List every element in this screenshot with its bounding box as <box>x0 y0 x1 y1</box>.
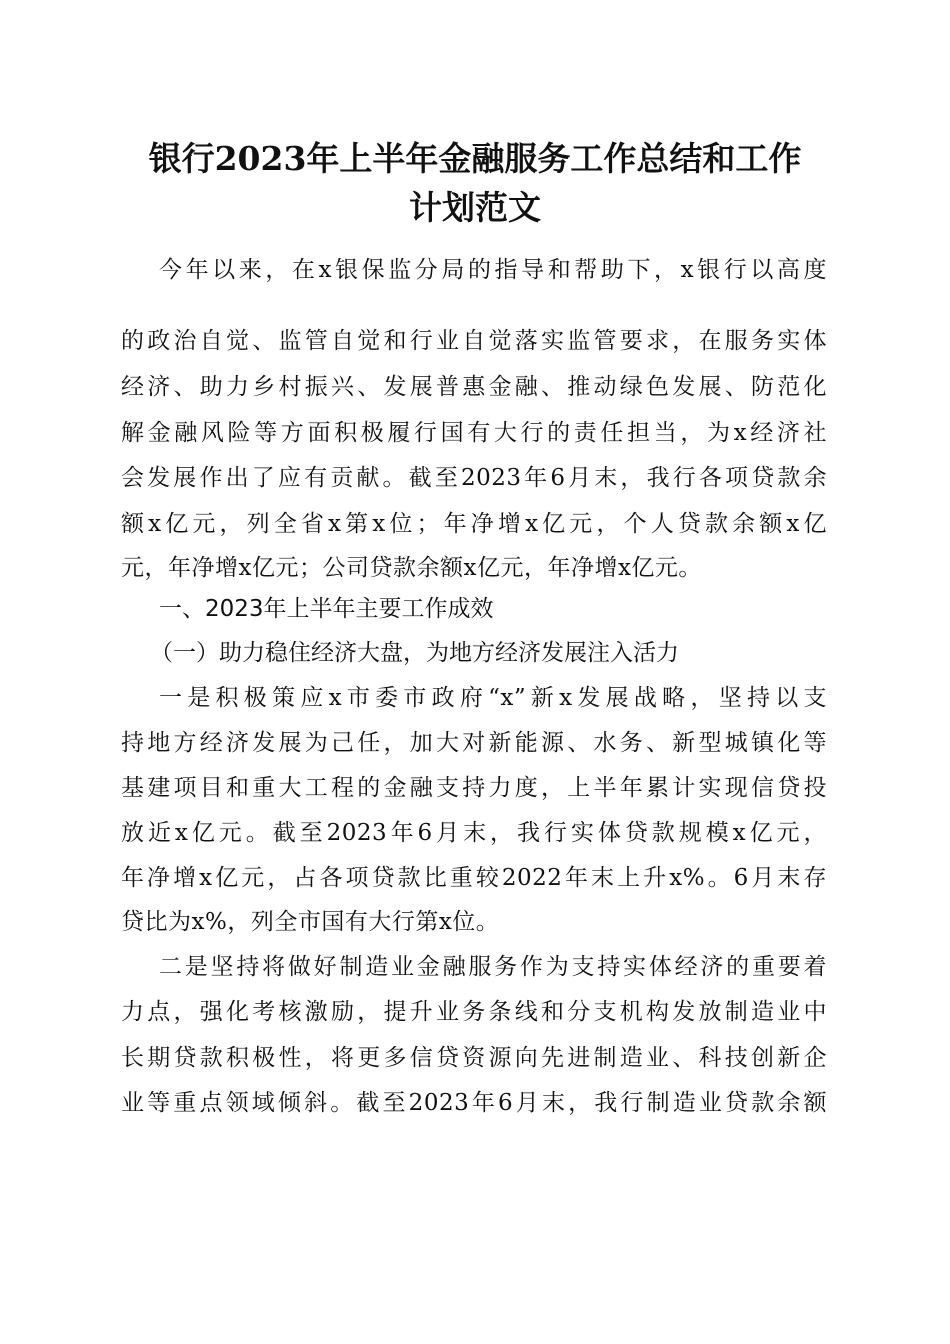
paragraph-2-line: 基建项目和重大工程的金融支持力度，上半年累计实现信贷投 <box>121 775 827 801</box>
paragraph-3-line: 二是坚持将做好制造业金融服务作为支持实体经济的重要着 <box>159 954 827 980</box>
paragraph-3-line: 业等重点领域倾斜。截至2023年6月末，我行制造业贷款余额 <box>121 1090 827 1116</box>
paragraph-2-line: 放近x亿元。截至2023年6月末，我行实体贷款规模x亿元， <box>121 820 827 846</box>
paragraph-2-line: 贷比为x%，列全市国有大行第x位。 <box>121 909 500 935</box>
section-subheading: （一）助力稳住经济大盘，为地方经济发展注入活力 <box>150 640 679 666</box>
section-heading: 一、2023年上半年主要工作成效 <box>159 596 494 622</box>
paragraph-2-line: 一是积极策应x市委市政府“x”新x发展战略，坚持以支 <box>159 685 827 711</box>
paragraph-1-line: 额x亿元，列全省x第x位；年净增x亿元，个人贷款余额x亿 <box>121 511 827 537</box>
document-title-line-1: 银行2023年上半年金融服务工作总结和工作 <box>148 139 802 178</box>
document-title-line-2: 计划范文 <box>409 188 541 227</box>
paragraph-1-line: 元，年净增x亿元；公司贷款余额x亿元，年净增x亿元。 <box>121 555 702 581</box>
paragraph-1-line: 今年以来，在x银保监分局的指导和帮助下，x银行以高度 <box>159 257 827 283</box>
paragraph-3-line: 长期贷款积极性，将更多信贷资源向先进制造业、科技创新企 <box>121 1045 827 1071</box>
paragraph-3-line: 力点，强化考核激励，提升业务条线和分支机构发放制造业中 <box>121 999 827 1025</box>
paragraph-2-line: 年净增x亿元，占各项贷款比重较2022年末上升x%。6月末存 <box>121 865 827 891</box>
paragraph-1-line: 会发展作出了应有贡献。截至2023年6月末，我行各项贷款余 <box>121 465 827 491</box>
paragraph-1-line: 的政治自觉、监管自觉和行业自觉落实监管要求，在服务实体 <box>121 328 827 354</box>
paragraph-1-line: 经济、助力乡村振兴、发展普惠金融、推动绿色发展、防范化 <box>121 374 827 400</box>
paragraph-1-line: 解金融风险等方面积极履行国有大行的责任担当，为x经济社 <box>121 420 827 446</box>
paragraph-2-line: 持地方经济发展为己任，加大对新能源、水务、新型城镇化等 <box>121 730 827 756</box>
